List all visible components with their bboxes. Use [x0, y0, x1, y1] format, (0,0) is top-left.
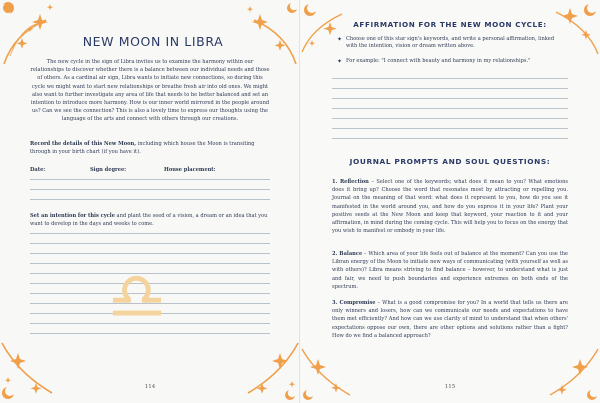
write-line[interactable] — [30, 189, 270, 190]
page-title: NEW MOON IN LIBRA — [82, 34, 224, 49]
date-write-line[interactable] — [30, 179, 270, 180]
affirmation-write-line[interactable] — [332, 78, 568, 79]
sign-degree-label: Sign degree: — [90, 167, 127, 173]
balance-text: – Which area of your life feels out of balance at the moment? Can you use the Libran energy of the Moon to initiate new ways of communicating (with yourself as well as with others)? Libra means striving to find balance – however, to understand what is just and fair, we need to push boundaries and experience extremes on both ends of the spectrum. — [332, 251, 568, 290]
affirmation-write-line[interactable] — [332, 128, 568, 129]
affirmation-bullet-1 — [337, 36, 566, 50]
affirmation-write-line[interactable] — [332, 98, 568, 99]
intention-write-line[interactable] — [30, 233, 270, 234]
compromise-heading: 3. Compromise — [332, 300, 376, 306]
reflection-heading: 1. Reflection — [332, 179, 369, 185]
journal-prompts-title: JOURNAL PROMPTS AND SOUL QUESTIONS: — [349, 157, 551, 166]
details-field-row — [30, 167, 270, 177]
corner-star-decoration-bottom-right-icon — [540, 343, 600, 403]
intention-instructions — [30, 212, 270, 228]
affirmation-write-line[interactable] — [332, 88, 568, 89]
record-bold-text: Record the details of this New Moon, — [30, 141, 136, 147]
corner-star-decoration-top-right-icon — [540, 0, 600, 60]
corner-star-decoration-top-left-icon — [300, 0, 350, 60]
house-placement-label: House placement: — [164, 167, 216, 173]
date-label: Date: — [30, 167, 46, 173]
corner-star-decoration-bottom-left-icon — [0, 333, 60, 403]
intro-paragraph — [30, 58, 270, 124]
four-point-star-icon: ✦ — [337, 58, 343, 65]
intro-text: The new cycle in the sign of Libra invites us to examine the harmony within our relationships to discover whether there is a balance between our individual needs and those of others. As a cardinal air sign, Libra wants to initiate new connections, so during this cycle we might want to start new relationships or breathe fresh air into old ones. We might also want to further investigate any area of life that needs to be better balanced and set an intention to introduce more harmony. How is our inner world mirrored in the people around us? Can we see the connection? This is also a lovely time to express our thoughts using the language of the arts and connect with others through our creations. — [30, 59, 270, 123]
page-number-right: 115 — [444, 384, 456, 390]
corner-star-decoration-bottom-left-icon — [300, 343, 360, 403]
libra-glyph-icon: ♎ — [107, 258, 167, 335]
intention-write-line[interactable] — [30, 253, 270, 254]
bullet-1-text: Choose one of this star sign's keywords, and write a personal affirmation, linked with the intention, vision or dream written above. — [346, 36, 555, 50]
journal-prompt-compromise — [332, 299, 568, 340]
affirmation-write-line[interactable] — [332, 108, 568, 109]
intention-write-line[interactable] — [30, 243, 270, 244]
record-instructions — [30, 140, 270, 156]
intention-bold-text: Set an intention for this cycle — [30, 213, 115, 219]
write-line[interactable] — [30, 199, 270, 200]
corner-star-decoration-bottom-right-icon — [240, 333, 300, 403]
journal-prompt-balance — [332, 250, 568, 291]
four-point-star-icon: ✦ — [337, 36, 343, 43]
bullet-2-text: For example: "I connect with beauty and harmony in my relationships." — [346, 58, 531, 64]
page-number-left: 114 — [144, 384, 156, 390]
right-page — [300, 0, 600, 403]
journal-prompt-reflection — [332, 178, 568, 235]
affirmation-bullet-2 — [337, 58, 566, 65]
affirmation-write-line[interactable] — [332, 118, 568, 119]
record-rest-text: including which house the Moon is transiting through in your birth chart (if you have it). — [30, 141, 255, 156]
balance-heading: 2. Balance — [332, 251, 363, 257]
affirmation-title: AFFIRMATION FOR THE NEW MOON CYCLE: — [353, 20, 547, 29]
intention-rest-text: and plant the seed of a vision, a dream or an idea that you want to develop in the days and weeks to come. — [30, 213, 268, 228]
reflection-text: – Select one of the keywords; what does it mean to you? What emotions does it bring up? Choose the word that resonates most by attracting or repelling you. Journal on the meaning of that word: what does it represent to you, how do you see it manifested in the world around you, and how do you express it in your life? Plant your positive seeds at the New Moon and keep that keyword, your reaction to it and your affirmation, in mind during the coming cycle. This will help you to focus on the energy that you wish to manifest or embody in your life. — [332, 179, 569, 235]
compromise-text: – What is a good compromise for you? In a world that tells us there are only winners and losers, how can we communicate our needs and expectations to have them met efficiently? And how can we use clarity of mind to understand that when others' expectations oppose our own, there are other options and solutions rather than a fight? How do we find a balanced approach? — [332, 300, 568, 339]
affirmation-write-line[interactable] — [332, 138, 568, 139]
